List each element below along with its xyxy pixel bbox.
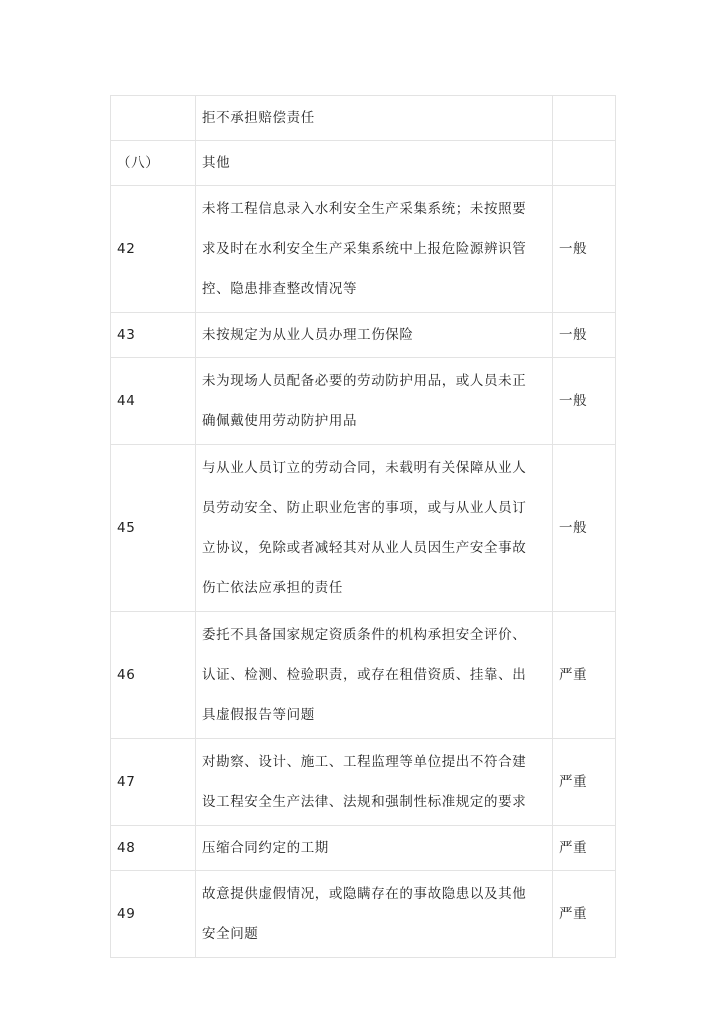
description-line: 委托不具备国家规定资质条件的机构承担安全评价、 <box>202 627 527 643</box>
item-number: 49 <box>111 871 196 958</box>
item-description <box>196 141 553 186</box>
item-description <box>196 612 553 739</box>
table-row <box>111 445 616 612</box>
severity-level: 严重 <box>553 612 616 739</box>
item-description <box>196 871 553 958</box>
description-line: 未为现场人员配备必要的劳动防护用品，或人员未正 <box>202 373 527 389</box>
severity-level: 一般 <box>553 358 616 445</box>
item-number: 43 <box>111 313 196 358</box>
item-number: （八） <box>111 141 196 186</box>
table-row <box>111 96 616 141</box>
table-row <box>111 358 616 445</box>
description-line: 故意提供虚假情况，或隐瞒存在的事故隐患以及其他 <box>202 886 527 902</box>
document-table <box>110 95 616 958</box>
item-description <box>196 313 553 358</box>
description-line: 其他 <box>202 155 231 171</box>
description-line: 对勘察、设计、施工、工程监理等单位提出不符合建 <box>202 754 527 770</box>
item-description <box>196 445 553 612</box>
item-number: 45 <box>111 445 196 612</box>
description-line: 拒不承担赔偿责任 <box>202 110 315 126</box>
description-line: 控、隐患排查整改情况等 <box>202 281 358 297</box>
description-line: 压缩合同约定的工期 <box>202 840 329 856</box>
description-line: 未按规定为从业人员办理工伤保险 <box>202 327 414 343</box>
severity-level: 严重 <box>553 739 616 826</box>
item-number: 47 <box>111 739 196 826</box>
severity-level: 一般 <box>553 445 616 612</box>
severity-level: 严重 <box>553 826 616 871</box>
item-description <box>196 186 553 313</box>
table-row <box>111 186 616 313</box>
item-number: 46 <box>111 612 196 739</box>
table-body <box>111 96 616 958</box>
table-row <box>111 313 616 358</box>
severity-level: 严重 <box>553 871 616 958</box>
item-number: 42 <box>111 186 196 313</box>
item-description <box>196 358 553 445</box>
description-line: 员劳动安全、防止职业危害的事项，或与从业人员订 <box>202 500 527 516</box>
table-row <box>111 826 616 871</box>
item-description <box>196 826 553 871</box>
table-row <box>111 739 616 826</box>
description-line: 未将工程信息录入水利安全生产采集系统；未按照要 <box>202 201 527 217</box>
description-line: 伤亡依法应承担的责任 <box>202 580 343 596</box>
item-number: 48 <box>111 826 196 871</box>
table-row <box>111 141 616 186</box>
description-line: 求及时在水利安全生产采集系统中上报危险源辨识管 <box>202 241 527 257</box>
description-line: 确佩戴使用劳动防护用品 <box>202 413 358 429</box>
description-line: 与从业人员订立的劳动合同，未载明有关保障从业人 <box>202 460 527 476</box>
severity-level: 一般 <box>553 313 616 358</box>
table-row <box>111 871 616 958</box>
item-number <box>111 96 196 141</box>
description-line: 具虚假报告等问题 <box>202 707 315 723</box>
description-line: 设工程安全生产法律、法规和强制性标准规定的要求 <box>202 794 527 810</box>
item-description <box>196 96 553 141</box>
item-number: 44 <box>111 358 196 445</box>
item-description <box>196 739 553 826</box>
severity-level: 一般 <box>553 186 616 313</box>
description-line: 立协议，免除或者减轻其对从业人员因生产安全事故 <box>202 540 527 556</box>
description-line: 安全问题 <box>202 926 259 942</box>
table-row <box>111 612 616 739</box>
severity-level <box>553 96 616 141</box>
description-line: 认证、检测、检验职责，或存在租借资质、挂靠、出 <box>202 667 527 683</box>
severity-level <box>553 141 616 186</box>
